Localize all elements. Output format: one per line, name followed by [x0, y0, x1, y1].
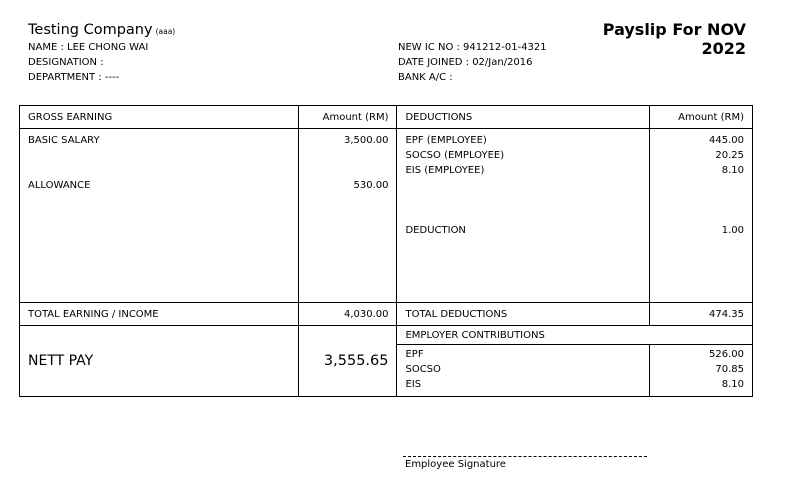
employee-date-joined: DATE JOINED : 02/Jan/2016 — [398, 57, 533, 68]
nett-pay-label: NETT PAY — [28, 353, 94, 369]
total-earning-label: TOTAL EARNING / INCOME — [20, 303, 299, 326]
payslip-title — [603, 20, 746, 58]
payslip-title-period: Payslip For NOV — [602, 20, 746, 39]
header-gross-earning: GROSS EARNING — [20, 106, 299, 129]
employer-amount: 526.00 — [709, 349, 744, 360]
employer-label: SOCSO — [405, 364, 441, 375]
signature-line — [403, 456, 647, 457]
deduction-label: DEDUCTION — [405, 225, 466, 236]
deduction-labels — [397, 129, 650, 303]
header-deductions: DEDUCTIONS — [397, 106, 650, 129]
employer-contributions-title: EMPLOYER CONTRIBUTIONS — [397, 326, 753, 345]
deduction-amount: 1.00 — [721, 225, 744, 236]
earning-label: ALLOWANCE — [28, 180, 91, 191]
company-name — [28, 22, 175, 38]
deduction-amount: 445.00 — [709, 135, 744, 146]
deduction-amount: 8.10 — [721, 165, 744, 176]
earning-label: BASIC SALARY — [28, 135, 100, 146]
total-deductions-amount: 474.35 — [650, 303, 753, 326]
employee-name: NAME : LEE CHONG WAI — [28, 42, 149, 53]
deduction-amount: 20.25 — [715, 150, 744, 161]
employer-amount: 8.10 — [721, 379, 744, 390]
employee-designation: DESIGNATION : — [28, 57, 104, 68]
employer-label: EIS — [405, 379, 422, 390]
body-row — [20, 129, 753, 303]
nett-pay-amount-cell — [298, 326, 397, 397]
deduction-label: SOCSO (EMPLOYEE) — [405, 150, 505, 161]
earnings-amounts — [298, 129, 397, 303]
employee-department: DEPARTMENT : ---- — [28, 72, 120, 83]
total-earning-amount: 4,030.00 — [298, 303, 397, 326]
header-row — [20, 106, 753, 129]
employer-amount: 70.85 — [715, 364, 744, 375]
company-code: (aaa) — [155, 27, 176, 36]
total-deductions-label: TOTAL DEDUCTIONS — [397, 303, 650, 326]
employer-amounts — [650, 345, 753, 397]
employer-title-row — [20, 326, 753, 345]
earning-amount: 3,500.00 — [343, 135, 389, 146]
company-name-text: Testing Company — [28, 22, 153, 38]
earning-amount: 530.00 — [353, 180, 389, 191]
deduction-label: EIS (EMPLOYEE) — [405, 165, 485, 176]
nett-pay-label-cell — [20, 326, 299, 397]
employee-bank-account: BANK A/C : — [398, 72, 453, 83]
deduction-amounts — [650, 129, 753, 303]
payslip-table — [19, 105, 753, 397]
payslip-title-year: 2022 — [701, 39, 746, 58]
totals-row — [20, 303, 753, 326]
signature-label: Employee Signature — [405, 459, 506, 470]
deduction-label: EPF (EMPLOYEE) — [405, 135, 487, 146]
header-earning-amount: Amount (RM) — [298, 106, 397, 129]
nett-pay-amount: 3,555.65 — [323, 353, 389, 369]
employee-ic: NEW IC NO : 941212-01-4321 — [398, 42, 547, 53]
earnings-labels — [20, 129, 299, 303]
header-deduction-amount: Amount (RM) — [650, 106, 753, 129]
employer-label: EPF — [405, 349, 424, 360]
employer-labels — [397, 345, 650, 397]
